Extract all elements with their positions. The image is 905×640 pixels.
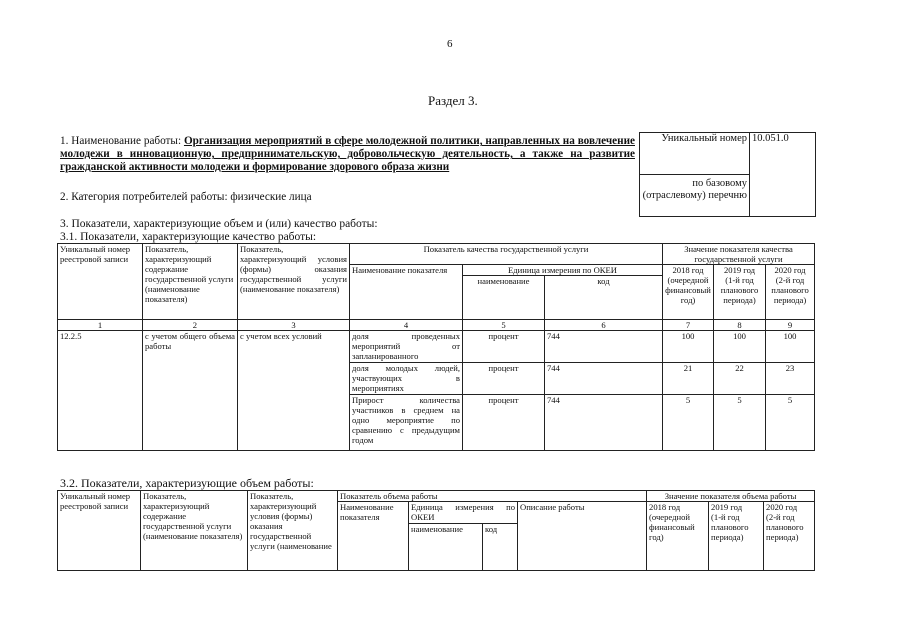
unit-code: 744: [545, 395, 663, 451]
unit-code: 744: [545, 363, 663, 395]
col-code: код: [545, 276, 663, 320]
value-year-2: 100: [714, 331, 766, 363]
year-3-sub: (2-й год планового периода): [766, 512, 804, 542]
column-number: 2: [143, 320, 238, 331]
year-2-sub: (1-й год планового периода): [711, 512, 749, 542]
value-year-1: 100: [663, 331, 714, 363]
year-3: 2020 год: [774, 265, 806, 275]
unique-number-value: 10.051.0: [750, 133, 816, 217]
value-year-1: 21: [663, 363, 714, 395]
col-registry: Уникальный номер реестровой записи: [58, 491, 141, 571]
col-okei-group: Единица измерения по ОКЕИ: [463, 265, 663, 276]
col-volume-group: Показатель объема работы: [338, 491, 647, 502]
indicator-name: доля молодых людей, участвующих в мероприятиях: [350, 363, 463, 395]
col-year-2: [714, 265, 766, 320]
column-number: 7: [663, 320, 714, 331]
column-numbers-row: [58, 320, 815, 331]
year-1-sub: (очередной финансовый год): [649, 512, 695, 542]
col-content: Показатель, характеризующий содержание государственной услуги (наименование показателя): [143, 244, 238, 320]
year-1: 2018 год: [649, 502, 681, 512]
value-year-2: 22: [714, 363, 766, 395]
year-3: 2020 год: [766, 502, 798, 512]
col-content: Показатель, характеризующий содержание государственной услуги (наименование показателя): [141, 491, 248, 571]
value-year-1: 5: [663, 395, 714, 451]
unique-number-label: Уникальный номер: [640, 133, 750, 175]
col-conditions: Показатель, характеризующий условия (формы) оказания государственной услуги (наименование показателя): [238, 244, 350, 320]
column-number: 5: [463, 320, 545, 331]
conditions-value: с учетом всех условий: [238, 331, 350, 451]
consumer-category: 2. Категория потребителей работы: физические лица: [60, 191, 312, 203]
table-row: [58, 331, 815, 363]
column-number: 8: [714, 320, 766, 331]
value-year-3: 5: [766, 395, 815, 451]
volume-heading: 3.2. Показатели, характеризующие объем работы:: [60, 476, 314, 490]
value-year-2: 5: [714, 395, 766, 451]
col-unit-name: наименование: [463, 276, 545, 320]
col-year-1: [647, 502, 709, 571]
registry-number: 12.2.5: [58, 331, 143, 451]
column-number: 3: [238, 320, 350, 331]
col-indicator-name: Наименование показателя: [338, 502, 409, 571]
col-value-group: Значение показателя качества государственной услуги: [663, 244, 815, 265]
year-3-sub: (2-й год планового периода): [771, 275, 809, 305]
unit-name: процент: [463, 395, 545, 451]
page-number: 6: [447, 38, 453, 50]
year-2-sub: (1-й год планового периода): [720, 275, 759, 305]
column-number: 9: [766, 320, 815, 331]
content-value: с учетом общего объема работы: [143, 331, 238, 451]
col-description: Описание работы: [518, 502, 647, 571]
col-unit-name: наименование: [409, 524, 483, 571]
column-number: 4: [350, 320, 463, 331]
column-number: 1: [58, 320, 143, 331]
year-1-sub: (очередной финансовый год): [665, 275, 711, 305]
value-year-3: 23: [766, 363, 815, 395]
quality-heading: 3.1. Показатели, характеризующие качество работы:: [60, 231, 317, 243]
year-2: 2019 год: [711, 502, 743, 512]
col-okei-group: Единица измерения по ОКЕИ: [409, 502, 518, 524]
base-list-label: по базовому (отраслевому) перечню: [640, 175, 750, 217]
value-year-3: 100: [766, 331, 815, 363]
col-year-3: [764, 502, 815, 571]
unit-name: процент: [463, 363, 545, 395]
unique-number-box: [639, 132, 816, 217]
col-conditions: Показатель, характеризующий условия (формы) оказания государственной услуги (наименование: [248, 491, 338, 571]
col-quality-group: Показатель качества государственной услуги: [350, 244, 663, 265]
work-name-prefix: 1. Наименование работы:: [60, 135, 184, 147]
col-year-2: [709, 502, 764, 571]
column-number: 6: [545, 320, 663, 331]
indicator-name: Прирост количества участников в среднем на одно мероприятие по сравнению с предыдущим годом: [350, 395, 463, 451]
work-name: Организация мероприятий в сфере молодежной политики, направленных на вовлечение молодежи в инновационную, предпринимательскую, добровольческую деятельность, а также на развитие гражданской активности молодежи и формирование здорового образа жизни: [60, 135, 635, 173]
col-value-group: Значение показателя объема работы: [647, 491, 815, 502]
col-indicator-name: Наименование показателя: [350, 265, 463, 320]
col-year-3: [766, 265, 815, 320]
indicators-heading: 3. Показатели, характеризующие объем и (или) качество работы:: [60, 218, 378, 230]
year-2: 2019 год: [723, 265, 756, 275]
col-year-1: [663, 265, 714, 320]
unit-name: процент: [463, 331, 545, 363]
work-name-paragraph: [60, 135, 635, 174]
unit-code: 744: [545, 331, 663, 363]
indicator-name: доля проведенных мероприятий от запланированного: [350, 331, 463, 363]
col-registry: Уникальный номер реестровой записи: [58, 244, 143, 320]
volume-table: [57, 490, 815, 571]
section-title: Раздел 3.: [428, 93, 478, 108]
quality-table: [57, 243, 815, 451]
year-1: 2018 год: [672, 265, 704, 275]
col-code: код: [483, 524, 518, 571]
